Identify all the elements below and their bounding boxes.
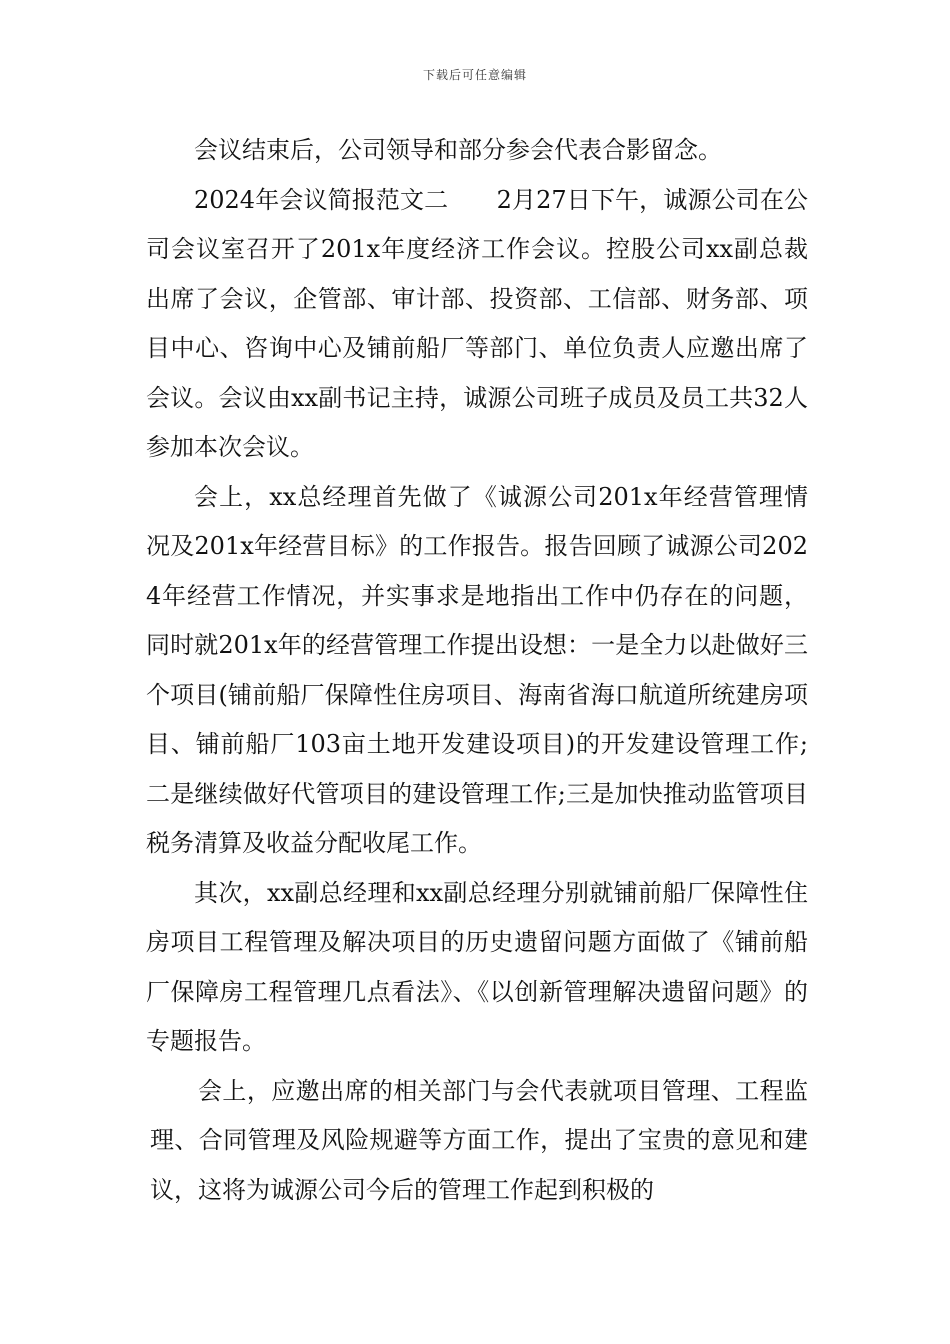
paragraph-special-reports: 其次，xx副总经理和xx副总经理分别就铺前船厂保障性住房项目工程管理及解决项目的历史遗留问题方面做了《铺前船厂保障房工程管理几点看法》、《以创新管理解决遗留问题》的专题报告。 <box>146 878 808 1055</box>
page-header-note: 下载后可任意编辑 <box>422 68 527 82</box>
paragraph-work-report: 会上，xx总经理首先做了《诚源公司201x年经营管理情况及201x年经营目标》的工作报告。报告回顾了诚源公司2024年经营工作情况，并实事求是地指出工作中仍存在的问题，同时就201x年的经营管理工作提出设想：一是全力以赴做好三个项目(铺前船厂保障性住房项目、海南省海口航道所统建房项目、铺前船厂103亩土地开发建设项目)的开发建设管理工作;二是继续做好代管项目的建设管理工作;三是加快推动监管项目税务清算及收益分配收尾工作。 <box>146 482 808 857</box>
document-body <box>146 126 808 1215</box>
paragraph-delegate-opinions: 会上，应邀出席的相关部门与会代表就项目管理、工程监理、合同管理及风险规避等方面工作，提出了宝贵的意见和建议，这将为诚源公司今后的管理工作起到积极的 <box>150 1076 808 1204</box>
paragraph-group-photo: 会议结束后，公司领导和部分参会代表合影留念。 <box>194 136 722 164</box>
paragraph-meeting-intro: 2024年会议简报范文二 2月27日下午，诚源公司在公司会议室召开了201x年度经济工作会议。控股公司xx副总裁出席了会议，企管部、审计部、投资部、工信部、财务部、项目中心、咨询中心及铺前船厂等部门、单位负责人应邀出席了会议。会议由xx副书记主持，诚源公司班子成员及员工共32人参加本次会议。 <box>146 185 808 461</box>
